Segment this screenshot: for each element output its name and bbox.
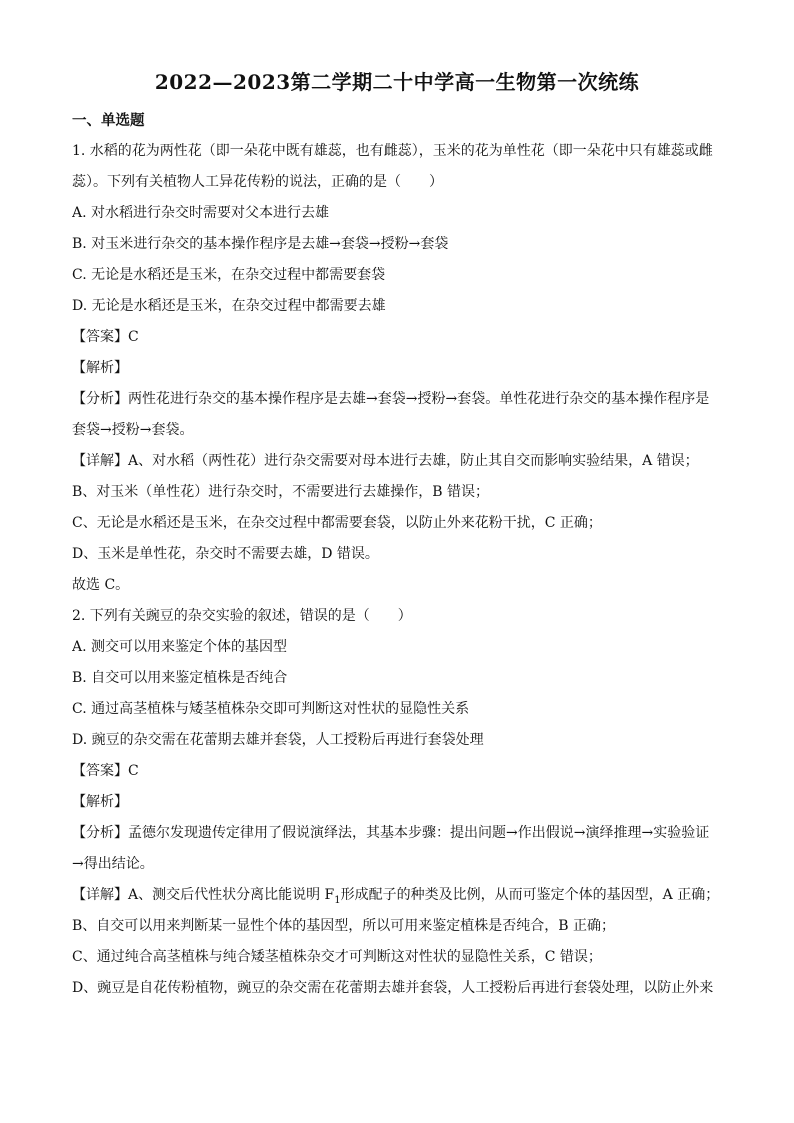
xiangjie-text: 【详解】A、对水稻（两性花）进行杂交需要对母本进行去雄，防止其自交而影响实验结果，A 错误； (72, 453, 699, 469)
xiangjie-text (72, 880, 727, 911)
option-c: C. 通过高茎植株与矮茎植株杂交即可判断这对性状的显隐性关系 (72, 701, 470, 717)
option-d: D. 无论是水稻还是玉米，在杂交过程中都需要去雄 (72, 298, 386, 314)
xiangjie-text: C、通过纯合高茎植株与纯合矮茎植株杂交才可判断这对性状的显隐性关系，C 错误； (72, 949, 602, 965)
fenxi-text: 【分析】两性花进行杂交的基本操作程序是去雄→套袋→授粉→套袋。单性花进行杂交的基本操作程序是 (72, 391, 710, 407)
page-title: 2022—2023第二学期二十中学高一生物第一次统练 (154, 70, 640, 94)
question-2 (72, 601, 727, 1004)
answer: 【答案】C (72, 329, 139, 345)
xiangjie-text: D、玉米是单性花，杂交时不需要去雄，D 错误。 (72, 546, 379, 562)
question-stem: 蕊）。下列有关植物人工异花传粉的说法，正确的是（ ） (72, 174, 443, 190)
option-a: A. 测交可以用来鉴定个体的基因型 (72, 639, 288, 655)
xiangjie-text: C、无论是水稻还是玉米，在杂交过程中都需要套袋，以防止外来花粉干扰，C 正确； (72, 515, 602, 531)
question-stem: 1. 水稻的花为两性花（即一朵花中既有雄蕊，也有雌蕊），玉米的花为单性花（即一朵花中只有雄蕊或雌 (72, 143, 713, 159)
answer: 【答案】C (72, 763, 139, 779)
section-heading: 一、单选题 (72, 112, 145, 129)
question-stem: 2. 下列有关豌豆的杂交实验的叙述，错误的是（ ） (72, 608, 412, 624)
fenxi-text: 【分析】孟德尔发现遗传定律用了假说演绎法，其基本步骤：提出问题→作出假说→演绎推理→实验验证 (72, 825, 710, 841)
option-a: A. 对水稻进行杂交时需要对父本进行去雄 (72, 205, 330, 221)
analysis-label: 【解析】 (72, 360, 128, 376)
option-d: D. 豌豆的杂交需在花蕾期去雄并套袋，人工授粉后再进行套袋处理 (72, 732, 484, 748)
xiangjie-a-pre: 【详解】A、测交后代性状分离比能说明 F (72, 887, 335, 903)
xiangjie-a-post: 形成配子的种类及比例，从而可鉴定个体的基因型，A 正确； (340, 887, 720, 903)
analysis-label: 【解析】 (72, 794, 128, 810)
subscript: 1 (334, 894, 341, 906)
fenxi-text: →得出结论。 (72, 856, 154, 872)
xiangjie-text: B、对玉米（单性花）进行杂交时，不需要进行去雄操作，B 错误； (72, 484, 490, 500)
question-1 (72, 136, 727, 601)
option-b: B. 对玉米进行杂交的基本操作程序是去雄→套袋→授粉→套袋 (72, 236, 449, 252)
xiangjie-text: B、自交可以用来判断某一显性个体的基因型，所以可用来鉴定植株是否纯合，B 正确； (72, 918, 616, 934)
fenxi-text: 套袋→授粉→套袋。 (72, 422, 194, 438)
option-b: B. 自交可以用来鉴定植株是否纯合 (72, 670, 288, 686)
document-body (72, 105, 727, 1004)
conclusion: 故选 C。 (72, 577, 130, 593)
option-c: C. 无论是水稻还是玉米，在杂交过程中都需要套袋 (72, 267, 386, 283)
xiangjie-text: D、豌豆是自花传粉植物，豌豆的杂交需在花蕾期去雄并套袋，人工授粉后再进行套袋处理，以防止外来 (72, 980, 714, 996)
